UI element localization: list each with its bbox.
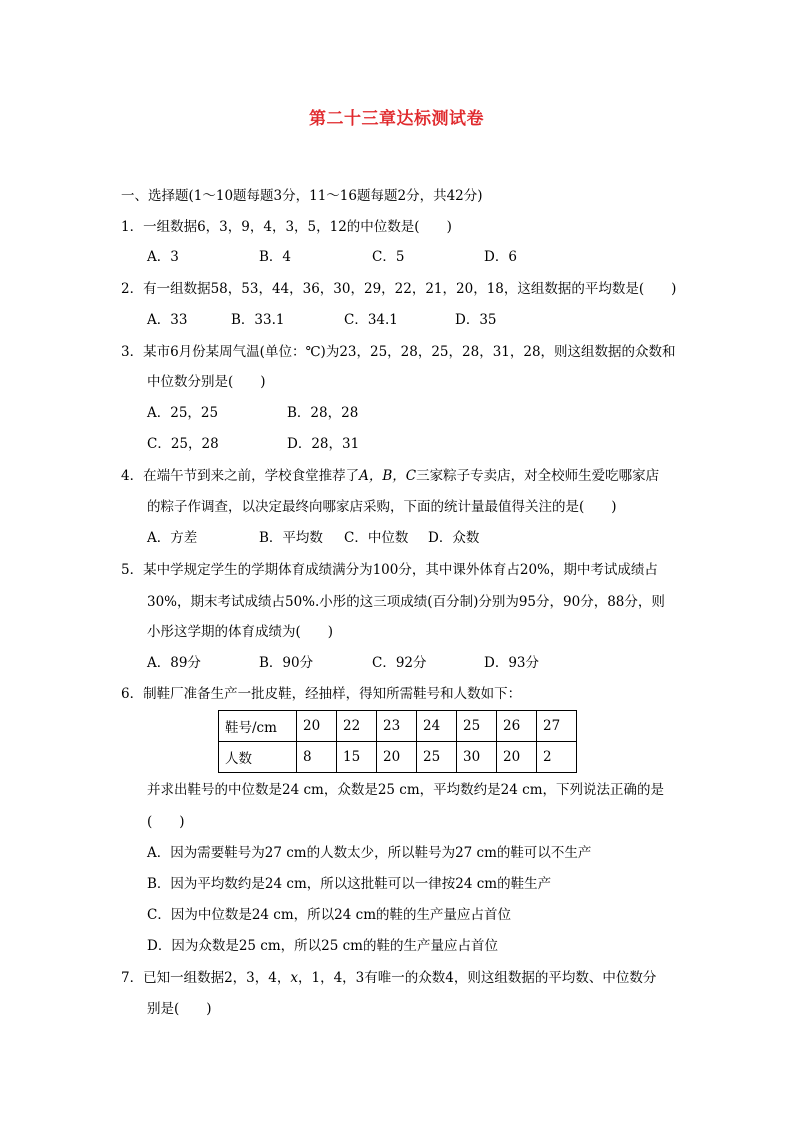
question-5-stem-line2: 30%，期末考试成绩占50%.小彤的这三项成绩(百分制)分别为95分，90分，88分，则 xyxy=(147,594,665,610)
question-4-option-d: D．众数 xyxy=(428,530,480,546)
table-cell: 30 xyxy=(457,742,497,773)
question-5-option-b: B．90分 xyxy=(259,655,314,671)
question-7-stem-line1 xyxy=(121,968,656,988)
question-3-stem-line1: 3．某市6月份某周气温(单位：℃)为23，25，28，25，28，31，28，则这组数据的众数和 xyxy=(121,344,676,360)
question-4-stem-line1 xyxy=(121,466,659,486)
table-cell: 25 xyxy=(417,742,457,773)
question-6-option-b: B．因为平均数约是24 cm，所以这批鞋可以一律按24 cm的鞋生产 xyxy=(147,876,552,892)
question-5-stem-line3: 小彤这学期的体育成绩为( ) xyxy=(147,624,334,640)
page-title: 第二十三章达标测试卷 xyxy=(309,109,484,129)
table-row xyxy=(219,742,577,773)
question-4-stem-post: 三家粽子专卖店，对全校师生爱吃哪家店 xyxy=(416,468,660,484)
question-7-stem-variable: x xyxy=(290,970,298,986)
question-7-stem-post: ，1，4，3有唯一的众数4，则这组数据的平均数、中位数分 xyxy=(297,970,657,986)
section-heading: 一、选择题(1～10题每题3分，11～16题每题2分，共42分) xyxy=(121,188,483,204)
question-1-option-d: D．6 xyxy=(484,249,517,265)
question-4-option-c: C．中位数 xyxy=(344,530,409,546)
question-2-option-a: A．33 xyxy=(147,312,188,328)
table-cell: 20 xyxy=(497,742,537,773)
question-2-option-d: D．35 xyxy=(455,312,497,328)
table-cell: 26 xyxy=(497,711,537,742)
question-6-option-a: A．因为需要鞋号为27 cm的人数太少，所以鞋号为27 cm的鞋可以不生产 xyxy=(147,845,592,861)
question-5-option-a: A．89分 xyxy=(147,655,201,671)
question-6-text-line1: 并求出鞋号的中位数是24 cm，众数是25 cm，平均数约是24 cm，下列说法正确的是 xyxy=(147,782,664,798)
question-3-option-d: D．28，31 xyxy=(287,436,360,452)
question-6-option-d: D．因为众数是25 cm，所以25 cm的鞋的生产量应占首位 xyxy=(147,938,498,954)
question-5-option-d: D．93分 xyxy=(484,655,540,671)
question-5-stem-line1: 5．某中学规定学生的学期体育成绩满分为100分，其中课外体育占20%，期中考试成绩占 xyxy=(121,562,658,578)
question-3-option-b: B．28，28 xyxy=(287,405,359,421)
question-3-option-a: A．25，25 xyxy=(147,405,219,421)
table-cell: 2 xyxy=(537,742,577,773)
table-cell: 23 xyxy=(377,711,417,742)
question-7-stem-pre: 7．已知一组数据2，3，4， xyxy=(121,970,291,986)
table-row xyxy=(219,711,577,742)
question-1-option-c: C．5 xyxy=(372,249,405,265)
table-cell: 8 xyxy=(297,742,337,773)
question-7-stem-line2: 别是( ) xyxy=(147,1001,212,1017)
table-cell: 25 xyxy=(457,711,497,742)
question-5-option-c: C．92分 xyxy=(372,655,427,671)
question-4-stem-line2: 的粽子作调查，以决定最终向哪家店采购，下面的统计量最值得关注的是( ) xyxy=(147,499,617,515)
question-1-option-b: B．4 xyxy=(259,249,292,265)
question-6-text-line2: ( ) xyxy=(147,814,185,830)
question-3-stem-line2: 中位数分别是( ) xyxy=(147,374,266,390)
question-2-option-b: B．33.1 xyxy=(231,312,285,328)
table-cell: 27 xyxy=(537,711,577,742)
table-cell-count-label: 人数 xyxy=(219,742,297,773)
question-4-option-b: B．平均数 xyxy=(259,530,323,546)
question-4-stem-variables: A，B，C xyxy=(359,468,417,484)
question-2-option-c: C．34.1 xyxy=(344,312,398,328)
table-cell-size-label: 鞋号/cm xyxy=(219,711,297,742)
table-cell: 20 xyxy=(297,711,337,742)
question-6-stem: 6．制鞋厂准备生产一批皮鞋，经抽样，得知所需鞋号和人数如下： xyxy=(121,686,522,702)
question-2-stem: 2．有一组数据58，53，44，36，30，29，22，21，20，18，这组数据的平均数是( ) xyxy=(121,281,677,297)
table-cell: 24 xyxy=(417,711,457,742)
shoe-size-table xyxy=(218,710,577,773)
table-cell: 15 xyxy=(337,742,377,773)
question-6-option-c: C．因为中位数是24 cm，所以24 cm的鞋的生产量应占首位 xyxy=(147,907,511,923)
table-cell: 22 xyxy=(337,711,377,742)
table-cell: 20 xyxy=(377,742,417,773)
question-1-option-a: A．3 xyxy=(147,249,179,265)
question-4-stem-pre: 4．在端午节到来之前，学校食堂推荐了 xyxy=(121,468,360,484)
question-3-option-c: C．25，28 xyxy=(147,436,219,452)
question-1-stem: 1．一组数据6，3，9，4，3，5，12的中位数是( ) xyxy=(121,219,452,235)
question-4-option-a: A．方差 xyxy=(147,530,198,546)
